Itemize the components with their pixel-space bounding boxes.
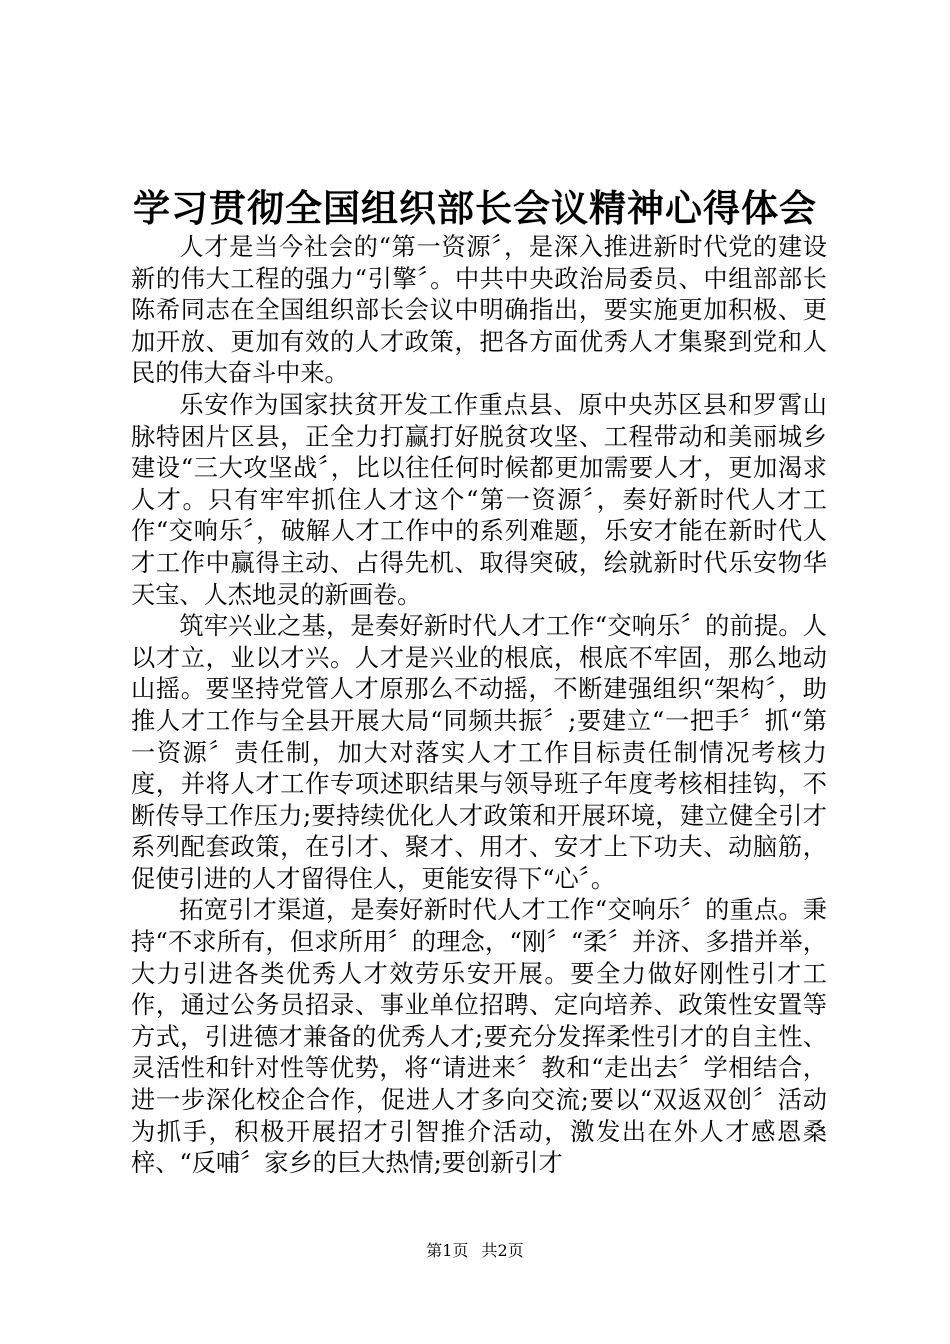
paragraph-1: 人才是当今社会的“第一资源〞，是深入推进新时代党的建设新的伟大工程的强力“引擎〞。中共中央政治局委员、中组部部长陈希同志在全国组织部长会议中明确指出，要实施更加积极、更加开放、更加有效的人才政策，把各方面优秀人才集聚到党和人民的伟大奋斗中来。 (131, 233, 827, 388)
page-footer (0, 1239, 950, 1263)
document-body (131, 232, 827, 1180)
paragraph-3: 筑牢兴业之基，是奏好新时代人才工作“交响乐〞的前提。人以才立，业以才兴。人才是兴业的根底，根底不牢固，那么地动山摇。要坚持党管人才原那么不动摇，不断建强组织“架构〞，助推人才工作与全县开展大局“同频共振〞;要建立“一把手〞抓“第一资源〞责任制，加大对落实人才工作目标责任制情况考核力度，并将人才工作专项述职结果与领导班子年度考核相挂钩，不断传导工作压力;要持续优化人才政策和开展环境，建立健全引才系列配套政策，在引才、聚才、用才、安才上下功夫、动脑筋，促使引进的人才留得住人，更能安得下“心〞。 (131, 612, 827, 893)
page-number: 第1页 (426, 1241, 469, 1260)
paragraph-2: 乐安作为国家扶贫开发工作重点县、原中央苏区县和罗霄山脉特困片区县，正全力打赢打好脱贫攻坚、工程带动和美丽城乡建设“三大攻坚战〞，比以往任何时候都更加需要人才，更加渴求人才。只有牢牢抓住人才这个“第一资源〞，奏好新时代人才工作“交响乐〞，破解人才工作中的系列难题，乐安才能在新时代人才工作中赢得主动、占得先机、取得突破，绘就新时代乐安物华天宝、人杰地灵的新画卷。 (131, 390, 827, 609)
document-title: 学习贯彻全国组织部长会议精神心得体会 (133, 186, 817, 230)
page-total: 共2页 (481, 1241, 524, 1260)
paragraph-4: 拓宽引才渠道，是奏好新时代人才工作“交响乐〞的重点。秉持“不求所有，但求所用〞的理念，“刚〞“柔〞并济、多措并举，大力引进各类优秀人才效劳乐安开展。要全力做好刚性引才工作，通过公务员招录、事业单位招聘、定向培养、政策性安置等方式，引进德才兼备的优秀人才;要充分发挥柔性引才的自主性、灵活性和针对性等优势，将“请进来〞教和“走出去〞学相结合，进一步深化校企合作，促进人才多向交流;要以“双返双创〞活动为抓手，积极开展招才引智推介活动，激发出在外人才感恩桑梓、“反哺〞家乡的巨大热情;要创新引才 (131, 896, 827, 1178)
